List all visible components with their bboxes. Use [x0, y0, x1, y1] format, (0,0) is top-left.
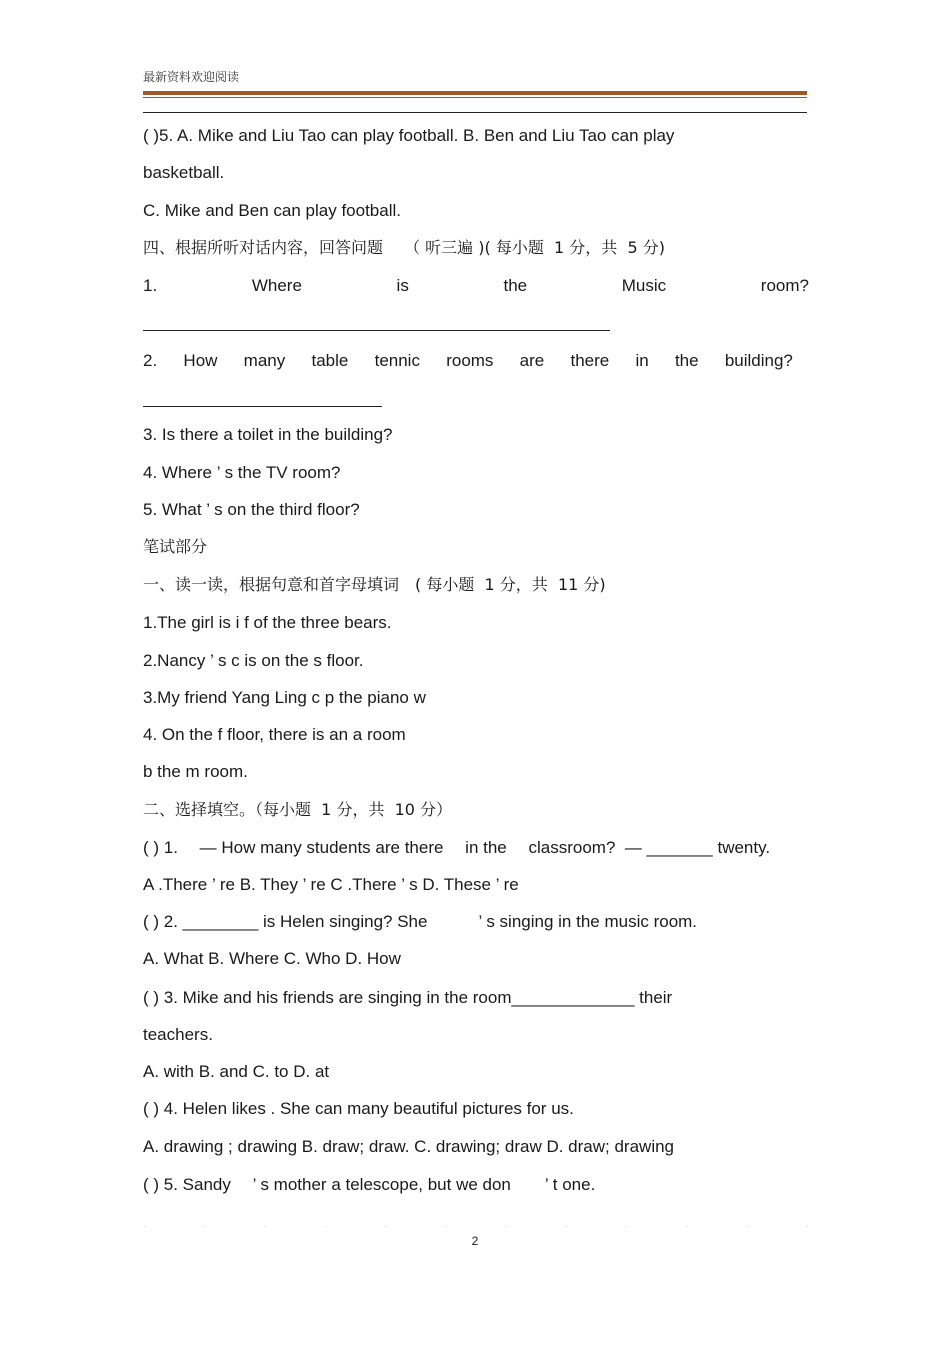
- q2-word: rooms: [446, 351, 494, 370]
- answer-question-5: 5. What ’ s on the third floor?: [143, 500, 360, 519]
- answer-question-1: [143, 275, 809, 297]
- choice-question-2-options: A. What B. Where C. Who D. How: [143, 949, 401, 968]
- q2-word: many: [243, 351, 286, 370]
- choice-question-4-options: A. drawing ; drawing B. draw; draw. C. drawing; draw D. draw; drawing: [143, 1137, 675, 1156]
- q2-word: are: [519, 351, 545, 370]
- choice-question-3: ( ) 3. Mike and his friends are singing in the room_____________ their: [143, 988, 673, 1007]
- section2-title: 二、选择填空。（每小题 1 分，共 10 分）: [143, 800, 453, 819]
- section4-title: 四、根据所听对话内容，回答问题 （ 听三遍 )( 每小题 1 分，共 5 分): [143, 238, 665, 257]
- q1-word: 1.: [143, 276, 158, 295]
- choice-question-3-cont: teachers.: [143, 1025, 213, 1044]
- q1-word: Where: [251, 276, 302, 295]
- choice-question-4: ( ) 4. Helen likes . She can many beautiful pictures for us.: [143, 1099, 574, 1118]
- q2-word: there: [570, 351, 610, 370]
- written-part-title: 笔试部分: [143, 537, 208, 556]
- q1-word: is: [396, 276, 409, 295]
- q1-word: room?: [760, 276, 809, 295]
- q1-word: the: [503, 276, 528, 295]
- header-rule-thin: [143, 97, 807, 98]
- q1-word: Music: [621, 276, 667, 295]
- q2-word: 2.: [143, 351, 158, 370]
- fill-question-4: 4. On the f floor, there is an a room: [143, 725, 406, 744]
- fill-question-2: 2.Nancy ’ s c is on the s floor.: [143, 651, 364, 670]
- listening-q5-option-c: C. Mike and Ben can play football.: [143, 201, 401, 220]
- fill-question-1: 1.The girl is i f of the three bears.: [143, 613, 392, 632]
- choice-question-1: ( ) 1. — How many students are there in the classroom? — _______ twenty.: [143, 838, 771, 857]
- fill-question-3: 3.My friend Yang Ling c p the piano w: [143, 688, 426, 707]
- q2-word: building?: [724, 351, 793, 370]
- listening-q5: ( )5. A. Mike and Liu Tao can play football. B. Ben and Liu Tao can play: [143, 126, 675, 145]
- choice-question-1-options: A .There ’ re B. They ’ re C .There ’ s D. These ’ re: [143, 875, 519, 894]
- answer-question-3: 3. Is there a toilet in the building?: [143, 425, 393, 444]
- q2-word: tennic: [374, 351, 420, 370]
- listening-q5-cont: basketball.: [143, 163, 225, 182]
- choice-question-3-options: A. with B. and C. to D. at: [143, 1062, 330, 1081]
- page-header-text: 最新资料欢迎阅读: [143, 70, 240, 84]
- answer-line-1: [143, 330, 610, 331]
- faded-text-remnants: · · · · · · · · · · · ·: [143, 1222, 809, 1231]
- choice-question-2: ( ) 2. ________ is Helen singing? She ’ s singing in the music room.: [143, 912, 698, 931]
- page-number: 2: [471, 1234, 479, 1248]
- q2-word: the: [674, 351, 699, 370]
- answer-line-2: [143, 406, 382, 407]
- q2-word: in: [635, 351, 649, 370]
- q2-word: table: [311, 351, 349, 370]
- header-rule-black: [143, 112, 807, 113]
- header-rule-thick: [143, 91, 807, 95]
- fill-question-4-cont: b the m room.: [143, 762, 248, 781]
- section1-title: 一、读一读，根据句意和首字母填词 ( 每小题 1 分，共 11 分): [143, 575, 606, 594]
- choice-question-5: ( ) 5. Sandy ’ s mother a telescope, but we don ’ t one.: [143, 1175, 596, 1194]
- q2-word: How: [183, 351, 218, 370]
- answer-question-2: [143, 350, 793, 372]
- answer-question-4: 4. Where ’ s the TV room?: [143, 463, 341, 482]
